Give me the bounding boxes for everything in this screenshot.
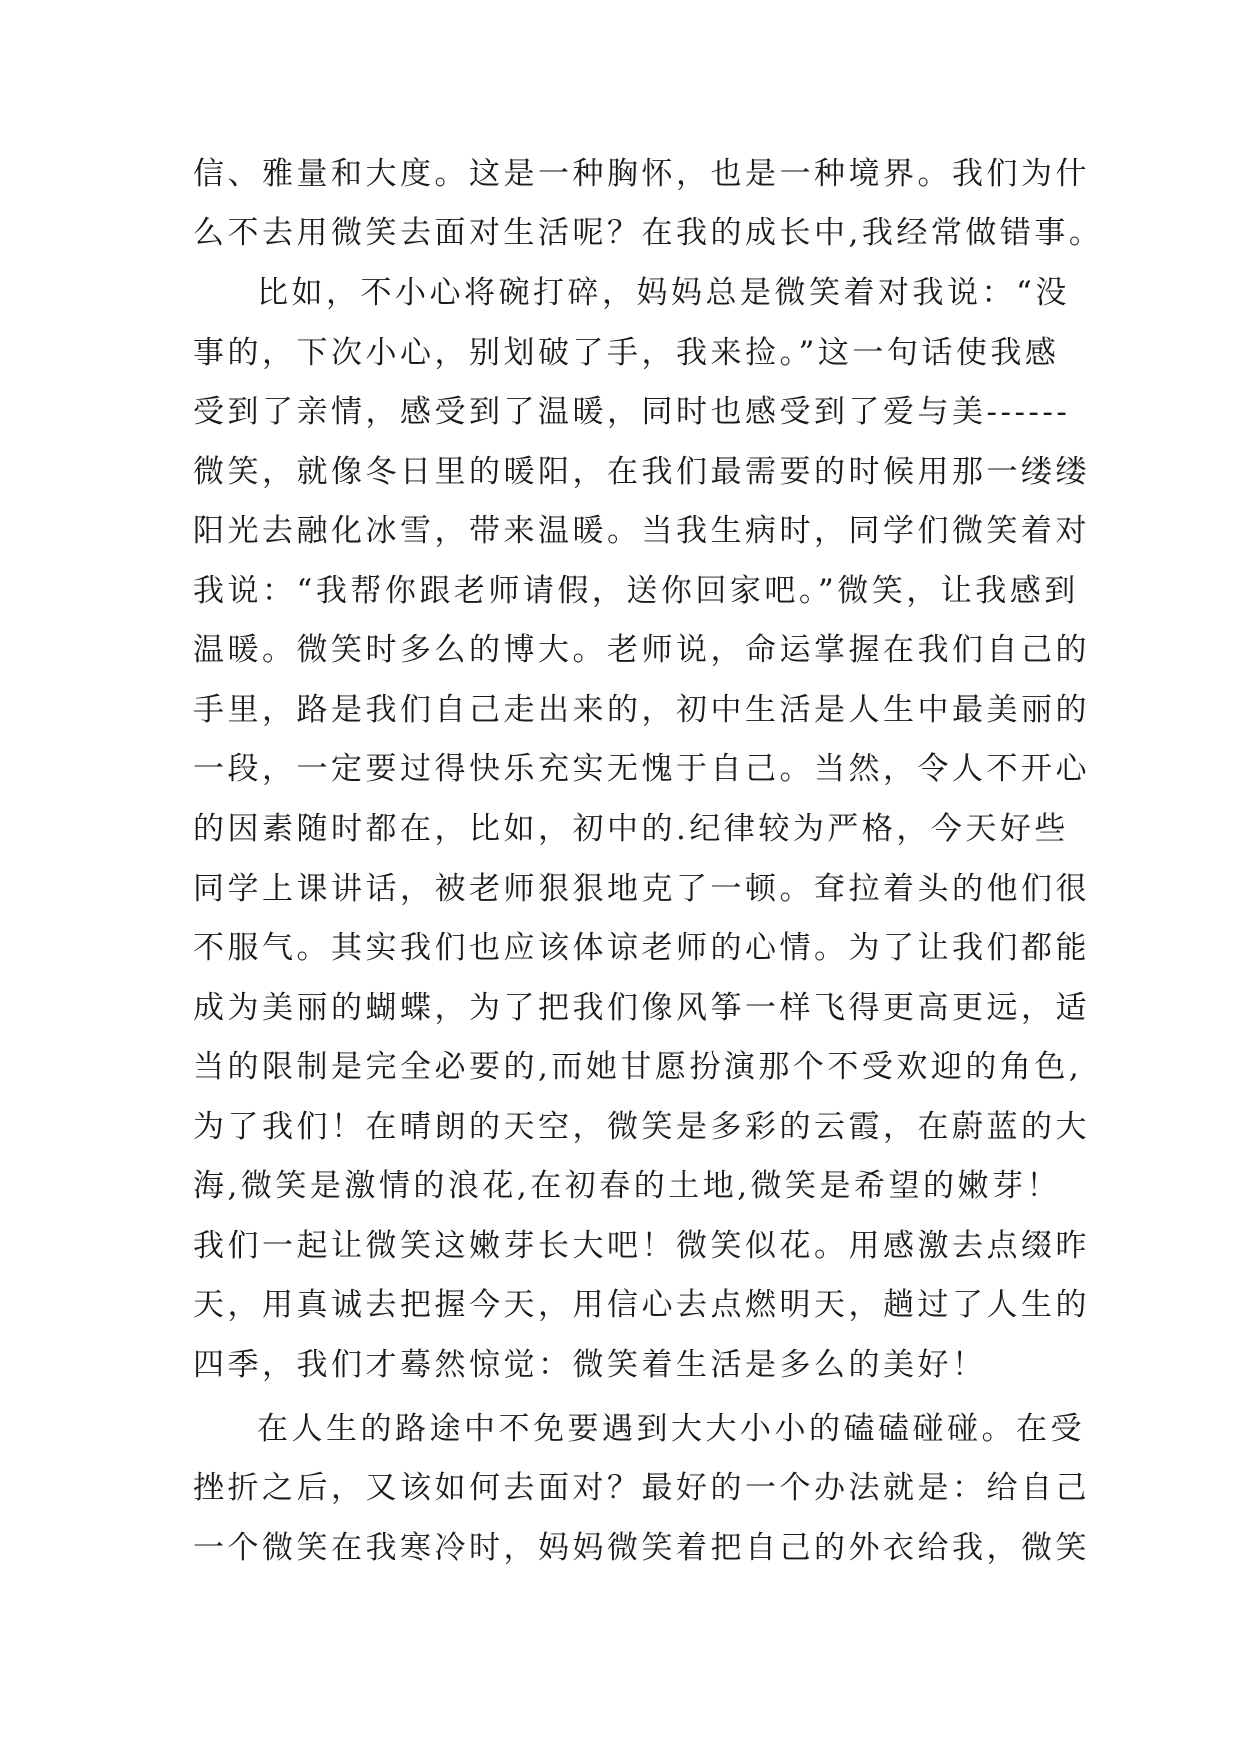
text-line: 当的限制是完全必要的,而她甘愿扮演那个不受欢迎的角色, <box>193 1049 1083 1085</box>
text-line: 我们一起让微笑这嫩芽长大吧！微笑似花。用感激去点缀昨 <box>193 1228 1090 1264</box>
text-line: 么不去用微笑去面对生活呢？在我的成长中,我经常做错事。 <box>193 215 1104 251</box>
paragraph-start-line: 在人生的路途中不免要遇到大大小小的磕磕碰碰。在受 <box>257 1411 1085 1447</box>
text-line: 挫折之后，又该如何去面对？最好的一个办法就是：给自己 <box>193 1470 1090 1506</box>
text-line: 同学上课讲话，被老师狠狠地克了一顿。耷拉着头的他们很 <box>193 871 1090 907</box>
text-line: 微笑，就像冬日里的暖阳，在我们最需要的时候用那一缕缕 <box>193 454 1090 490</box>
text-line: 海,微笑是激情的浪花,在初春的土地,微笑是希望的嫩芽！ <box>193 1168 1062 1204</box>
text-line: 四季，我们才蓦然惊觉：微笑着生活是多么的美好！ <box>193 1347 987 1383</box>
text-line: 一段，一定要过得快乐充实无愧于自己。当然，令人不开心 <box>193 751 1090 787</box>
text-line: 一个微笑在我寒冷时，妈妈微笑着把自己的外衣给我，微笑 <box>193 1530 1090 1566</box>
text-line: 的因素随时都在，比如，初中的.纪律较为严格，今天好些 <box>193 811 1069 847</box>
paragraph-start-line: 比如，不小心将碗打碎，妈妈总是微笑着对我说：“没 <box>257 275 1070 311</box>
text-line: 成为美丽的蝴蝶，为了把我们像风筝一样飞得更高更远，适 <box>193 990 1090 1026</box>
text-line: 温暖。微笑时多么的博大。老师说，命运掌握在我们自己的 <box>193 632 1090 668</box>
text-line: 信、雅量和大度。这是一种胸怀，也是一种境界。我们为什 <box>193 156 1090 192</box>
text-line: 不服气。其实我们也应该体谅老师的心情。为了让我们都能 <box>193 930 1090 966</box>
text-line: 为了我们！在晴朗的天空，微笑是多彩的云霞，在蔚蓝的大 <box>193 1109 1090 1145</box>
text-line: 受到了亲情，感受到了温暖，同时也感受到了爱与美------ <box>193 394 1071 430</box>
text-line: 天，用真诚去把握今天，用信心去点燃明天，趟过了人生的 <box>193 1287 1090 1323</box>
text-line: 事的，下次小心，别划破了手，我来捡。”这一句话使我感 <box>193 335 1060 371</box>
text-line: 阳光去融化冰雪，带来温暖。当我生病时，同学们微笑着对 <box>193 513 1090 549</box>
text-line: 手里，路是我们自己走出来的，初中生活是人生中最美丽的 <box>193 692 1090 728</box>
text-line: 我说：“我帮你跟老师请假，送你回家吧。”微笑，让我感到 <box>193 573 1079 609</box>
